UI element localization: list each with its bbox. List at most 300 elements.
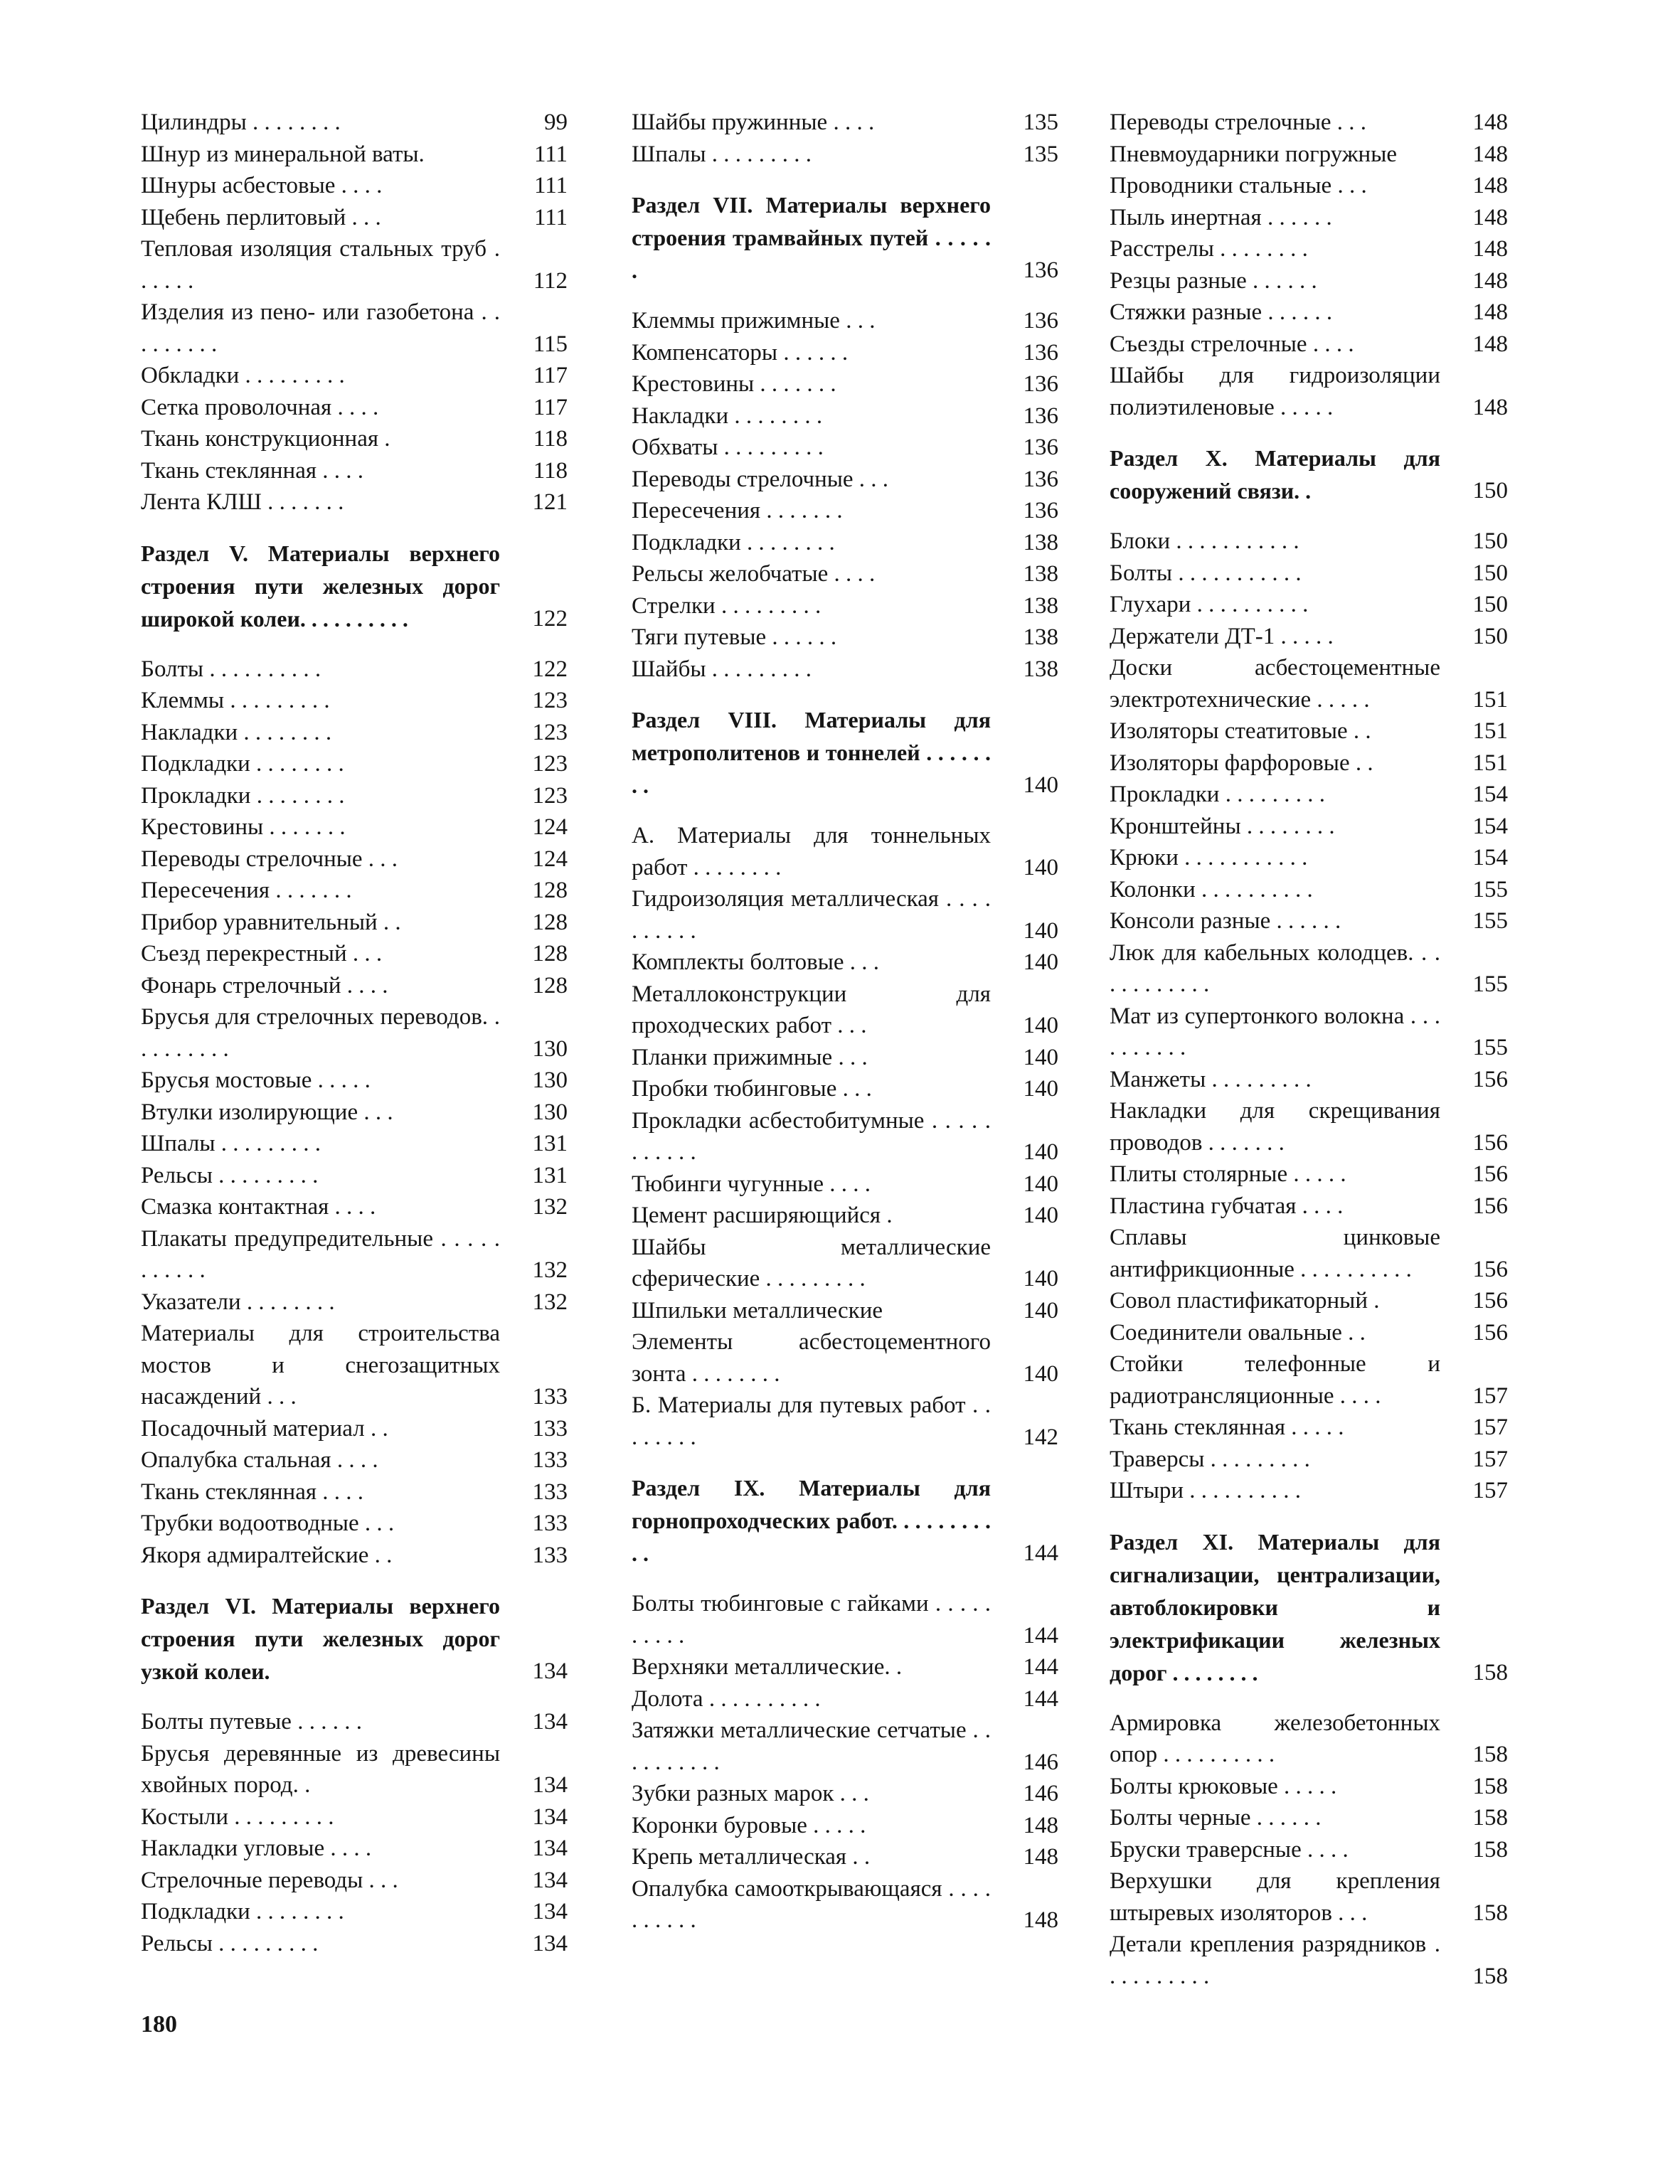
entry-title: Совол пластификаторный . bbox=[1110, 1288, 1380, 1314]
entry-title: Планки прижимные . . . bbox=[632, 1044, 868, 1070]
entry-title: Обкладки . . . . . . . . . bbox=[141, 363, 345, 388]
entry-title: Костыли . . . . . . . . . bbox=[141, 1804, 334, 1830]
entry-title: Клеммы прижимные . . . bbox=[632, 308, 876, 334]
index-entry bbox=[1110, 747, 1508, 779]
entry-page-number: 138 bbox=[1023, 592, 1058, 619]
entry-page-number: 123 bbox=[532, 688, 568, 713]
entry-title: Пыль инертная . . . . . . bbox=[1110, 204, 1332, 230]
entry-title: Колонки . . . . . . . . . . bbox=[1110, 876, 1313, 902]
entry-title: Подкладки . . . . . . . . bbox=[632, 529, 835, 555]
entry-title: Фонарь стрелочный . . . . bbox=[141, 972, 388, 998]
entry-title: Рельсы . . . . . . . . . bbox=[141, 1162, 319, 1188]
entry-title: Крестовины . . . . . . . bbox=[632, 371, 836, 397]
entry-title: Брусья деревянные из древесины хвойных пород. . bbox=[141, 1740, 500, 1798]
entry-page-number: 158 bbox=[1472, 1963, 1508, 1989]
entry-page-number: 158 bbox=[1472, 1900, 1508, 1926]
entry-title: Втулки изолирующие . . . bbox=[141, 1099, 393, 1125]
index-entry bbox=[1110, 621, 1508, 653]
entry-page-number: 151 bbox=[1472, 718, 1508, 744]
entry-page-number: 146 bbox=[1023, 1749, 1058, 1775]
index-entry bbox=[632, 883, 1058, 947]
entry-page-number: 151 bbox=[1472, 750, 1508, 776]
index-entry bbox=[1110, 1001, 1508, 1064]
entry-title: Кронштейны . . . . . . . . bbox=[1110, 813, 1335, 839]
entry-page-number: 156 bbox=[1472, 1288, 1508, 1314]
entry-page-number: 158 bbox=[1472, 1773, 1508, 1799]
index-column-2 bbox=[632, 107, 1058, 1937]
entry-title: Болты тюбинговые с гайками . . . . . . . . . . bbox=[632, 1591, 991, 1648]
entry-page-number: 136 bbox=[1023, 308, 1058, 334]
entry-title: Брусья мостовые . . . . . bbox=[141, 1067, 371, 1093]
index-entry bbox=[141, 780, 568, 812]
entry-title: Комплекты болтовые . . . bbox=[632, 949, 880, 975]
entry-page-number: 118 bbox=[533, 426, 568, 452]
index-entry bbox=[1110, 558, 1508, 590]
entry-title: Прокладки . . . . . . . . bbox=[141, 782, 345, 809]
entry-page-number: 133 bbox=[532, 1479, 568, 1505]
index-entry bbox=[141, 1444, 568, 1476]
entry-page-number: 111 bbox=[533, 173, 568, 198]
entry-page-number: 140 bbox=[1023, 1044, 1058, 1070]
index-entry bbox=[141, 139, 568, 171]
section-title: Раздел IX. Материалы для горнопроходческих работ. . . . . . . . . . . bbox=[632, 1475, 991, 1566]
entry-title: Крепь металлическая . . bbox=[632, 1844, 871, 1870]
entry-page-number: 99 bbox=[544, 110, 568, 135]
index-entry bbox=[141, 1706, 568, 1738]
page-number: 180 bbox=[141, 2011, 177, 2037]
index-entry bbox=[632, 622, 1058, 654]
entry-title: Смазка контактная . . . . bbox=[141, 1194, 376, 1220]
index-entry bbox=[632, 558, 1058, 590]
entry-page-number: 140 bbox=[1023, 854, 1058, 880]
entry-page-number: 148 bbox=[1023, 1844, 1058, 1870]
entry-title: Консоли разные . . . . . . bbox=[1110, 908, 1341, 934]
entry-title: Трубки водоотводные . . . bbox=[141, 1511, 395, 1536]
entry-page-number: 111 bbox=[533, 141, 568, 167]
entry-page-number: 134 bbox=[532, 1709, 568, 1735]
entry-title: Резцы разные . . . . . . bbox=[1110, 267, 1317, 294]
entry-page-number: 128 bbox=[532, 878, 568, 903]
section-title: Раздел X. Материалы для сооружений связи. . bbox=[1110, 445, 1440, 504]
entry-page-number: 156 bbox=[1472, 1066, 1508, 1092]
entry-page-number: 157 bbox=[1472, 1478, 1508, 1503]
entry-title: Ткань стеклянная . . . . . bbox=[1110, 1415, 1344, 1440]
index-entry bbox=[141, 423, 568, 455]
entry-title: Люк для кабельных колодцев. . . . . . . . . . . . bbox=[1110, 939, 1440, 997]
section-title: Раздел XI. Материалы для сигнализации, централизации, автоблокировки и электрификации железных дорог . . . . . . . . bbox=[1110, 1528, 1440, 1685]
entry-page-number: 134 bbox=[532, 1804, 568, 1830]
entry-page-number: 155 bbox=[1472, 876, 1508, 902]
index-entry bbox=[632, 1390, 1058, 1453]
entry-page-number: 140 bbox=[1023, 1360, 1058, 1387]
index-entry bbox=[1110, 1444, 1508, 1476]
entry-page-number: 148 bbox=[1472, 204, 1508, 230]
entry-title: Прокладки асбестобитумные . . . . . . . . . . . bbox=[632, 1107, 991, 1165]
index-entry bbox=[1110, 1158, 1508, 1190]
entry-title: Рельсы . . . . . . . . . bbox=[141, 1930, 319, 1956]
entry-page-number: 144 bbox=[1023, 1654, 1058, 1680]
entry-page-number: 150 bbox=[1472, 478, 1508, 504]
entry-page-number: 148 bbox=[1472, 299, 1508, 325]
index-entry bbox=[141, 875, 568, 907]
entry-page-number: 134 bbox=[532, 1772, 568, 1798]
index-entry bbox=[141, 1540, 568, 1572]
entry-page-number: 130 bbox=[532, 1067, 568, 1093]
index-entry bbox=[632, 1683, 1058, 1715]
entry-title: Тяги путевые . . . . . . bbox=[632, 624, 837, 650]
entry-page-number: 136 bbox=[1023, 371, 1058, 397]
index-entry bbox=[141, 748, 568, 780]
entry-page-number: 117 bbox=[533, 363, 568, 388]
index-entry bbox=[141, 455, 568, 487]
entry-title: Рельсы желобчатые . . . . bbox=[632, 561, 876, 587]
index-entry bbox=[1110, 170, 1508, 202]
entry-page-number: 121 bbox=[532, 489, 568, 515]
section-title: Раздел VII. Материалы верхнего строения трамвайных путей . . . . . . bbox=[632, 192, 991, 283]
index-entry bbox=[632, 654, 1058, 686]
section-title: Раздел VIII. Материалы для метрополитенов и тоннелей . . . . . . . . bbox=[632, 707, 991, 798]
entry-title: Пневмоударники погружные bbox=[1110, 141, 1398, 167]
entry-title: Болты . . . . . . . . . . . bbox=[1110, 560, 1302, 586]
index-entry bbox=[1110, 202, 1508, 234]
index-entry bbox=[1110, 1708, 1508, 1771]
entry-title: А. Материалы для тоннельных работ . . . . . . . . bbox=[632, 823, 991, 880]
index-entry bbox=[141, 685, 568, 717]
index-entry bbox=[1110, 811, 1508, 843]
entry-page-number: 134 bbox=[532, 1836, 568, 1861]
entry-title: Зубки разных марок . . . bbox=[632, 1781, 869, 1806]
index-entry bbox=[632, 1042, 1058, 1074]
entry-page-number: 140 bbox=[1023, 1266, 1058, 1291]
entry-title: Мат из супертонкого волокна . . . . . . . . . . bbox=[1110, 1003, 1440, 1060]
entry-title: Шпалы . . . . . . . . . bbox=[141, 1131, 321, 1156]
index-entry bbox=[141, 1413, 568, 1445]
section-heading bbox=[1110, 1525, 1508, 1689]
section-heading bbox=[632, 1471, 1058, 1570]
entry-title: Гидроизоляция металлическая . . . . . . . . . . bbox=[632, 886, 991, 944]
entry-page-number: 138 bbox=[1023, 656, 1058, 682]
index-entry bbox=[141, 1223, 568, 1287]
entry-page-number: 156 bbox=[1472, 1193, 1508, 1219]
entry-title: Указатели . . . . . . . . bbox=[141, 1289, 335, 1315]
index-entry bbox=[1110, 107, 1508, 139]
entry-title: Прокладки . . . . . . . . . bbox=[1110, 782, 1325, 807]
index-entry bbox=[1110, 874, 1508, 906]
index-entry bbox=[141, 1928, 568, 1960]
entry-title: Тюбинги чугунные . . . . bbox=[632, 1171, 871, 1197]
entry-title: Ткань конструкционная . bbox=[141, 426, 390, 452]
index-entry bbox=[141, 1318, 568, 1413]
index-entry bbox=[141, 1833, 568, 1865]
entry-title: Соединители овальные . . bbox=[1110, 1319, 1366, 1346]
entry-title: Плакаты предупредительные . . . . . . . . . . . bbox=[141, 1225, 500, 1283]
section-title: Раздел V. Материалы верхнего строения пути железных дорог широкой колеи. . . . . . . . . . bbox=[141, 540, 500, 632]
index-entry bbox=[141, 1476, 568, 1508]
entry-page-number: 136 bbox=[1023, 498, 1058, 523]
index-entry bbox=[1110, 1475, 1508, 1507]
entry-page-number: 140 bbox=[1023, 1203, 1058, 1228]
entry-title: Ткань стеклянная . . . . bbox=[141, 1479, 364, 1505]
entry-title: Плиты столярные . . . . . bbox=[1110, 1161, 1346, 1187]
index-entry bbox=[141, 1801, 568, 1833]
entry-page-number: 122 bbox=[532, 605, 568, 632]
entry-title: Щебень перлитовый . . . bbox=[141, 204, 381, 230]
entry-page-number: 148 bbox=[1472, 173, 1508, 198]
entry-title: Посадочный материал . . bbox=[141, 1415, 388, 1442]
index-entry bbox=[141, 843, 568, 875]
entry-title: Верхняки металлические. . bbox=[632, 1654, 903, 1680]
index-entry bbox=[1110, 233, 1508, 265]
entry-title: Прибор уравнительный . . bbox=[141, 909, 401, 935]
index-column-3 bbox=[1110, 107, 1508, 1992]
entry-title: Шайбы металлические сферические . . . . . . . . . bbox=[632, 1234, 991, 1291]
entry-title: Съезд перекрестный . . . bbox=[141, 941, 383, 966]
entry-page-number: 144 bbox=[1023, 1622, 1058, 1648]
entry-title: Штыри . . . . . . . . . . bbox=[1110, 1478, 1302, 1503]
entry-page-number: 140 bbox=[1023, 1297, 1058, 1323]
entry-title: Шайбы пружинные . . . . bbox=[632, 110, 875, 135]
entry-page-number: 115 bbox=[533, 331, 568, 357]
entry-title: Изоляторы стеатитовые . . bbox=[1110, 718, 1371, 744]
entry-page-number: 138 bbox=[1023, 561, 1058, 587]
index-entry bbox=[1110, 652, 1508, 715]
entry-page-number: 140 bbox=[1023, 917, 1058, 944]
entry-title: Якоря адмиралтейские . . bbox=[141, 1542, 393, 1568]
entry-title: Переводы стрелочные . . . bbox=[141, 846, 398, 872]
index-entry bbox=[141, 1097, 568, 1129]
entry-title: Накладки . . . . . . . . bbox=[632, 403, 823, 429]
entry-page-number: 148 bbox=[1023, 1907, 1058, 1933]
entry-page-number: 155 bbox=[1472, 1035, 1508, 1060]
index-entry bbox=[1110, 1285, 1508, 1317]
section-heading bbox=[632, 703, 1058, 801]
index-entry bbox=[1110, 265, 1508, 297]
entry-title: Накладки для скрещивания проводов . . . . . . . bbox=[1110, 1098, 1440, 1156]
index-entry bbox=[632, 305, 1058, 337]
entry-title: Шайбы для гидроизоляции полиэтиленовые . . . . . bbox=[1110, 363, 1440, 420]
index-entry bbox=[1110, 297, 1508, 329]
entry-title: Болты путевые . . . . . . bbox=[141, 1709, 362, 1735]
entry-title: Коронки буровые . . . . . bbox=[632, 1812, 866, 1838]
index-entry bbox=[632, 1651, 1058, 1683]
entry-title: Пробки тюбинговые . . . bbox=[632, 1076, 872, 1102]
entry-page-number: 148 bbox=[1472, 331, 1508, 357]
entry-title: Верхушки для крепления штыревых изоляторов . . . bbox=[1110, 1868, 1440, 1926]
entry-page-number: 124 bbox=[532, 846, 568, 872]
index-entry bbox=[632, 947, 1058, 979]
entry-page-number: 150 bbox=[1472, 592, 1508, 617]
index-entry bbox=[1110, 360, 1508, 423]
entry-page-number: 122 bbox=[532, 656, 568, 682]
entry-page-number: 140 bbox=[1023, 1076, 1058, 1102]
entry-title: Накладки . . . . . . . . bbox=[141, 719, 332, 745]
index-entry bbox=[632, 400, 1058, 432]
entry-title: Брусья для стрелочных переводов. . . . . . . . . . bbox=[141, 1004, 500, 1062]
entry-title: Армировка железобетонных опор . . . . . . . . . . bbox=[1110, 1710, 1440, 1767]
entry-page-number: 140 bbox=[1023, 1171, 1058, 1197]
index-entry bbox=[632, 1073, 1058, 1105]
entry-title: Переводы стрелочные . . . bbox=[1110, 110, 1367, 135]
entry-page-number: 158 bbox=[1472, 1805, 1508, 1831]
entry-title: Элементы асбестоцементного зонта . . . . . . . . bbox=[632, 1329, 991, 1387]
entry-page-number: 136 bbox=[1023, 403, 1058, 429]
entry-title: Материалы для строительства мостов и снегозащитных насаждений . . . bbox=[141, 1321, 500, 1410]
entry-title: Болты . . . . . . . . . . bbox=[141, 656, 321, 682]
index-entry bbox=[1110, 1865, 1508, 1929]
entry-page-number: 148 bbox=[1472, 110, 1508, 135]
index-entry bbox=[632, 979, 1058, 1042]
index-entry bbox=[632, 1200, 1058, 1232]
entry-page-number: 144 bbox=[1023, 1540, 1058, 1566]
index-entry bbox=[632, 1326, 1058, 1390]
index-entry bbox=[632, 1232, 1058, 1295]
index-entry bbox=[1110, 842, 1508, 874]
entry-title: Металлоконструкции для проходческих работ . . . bbox=[632, 981, 991, 1038]
entry-page-number: 112 bbox=[533, 267, 568, 294]
entry-title: Пересечения . . . . . . . bbox=[141, 878, 352, 903]
index-entry bbox=[632, 1715, 1058, 1778]
entry-page-number: 134 bbox=[532, 1899, 568, 1924]
index-entry bbox=[632, 1168, 1058, 1200]
index-entry bbox=[632, 337, 1058, 369]
entry-title: Долота . . . . . . . . . . bbox=[632, 1685, 821, 1712]
index-entry bbox=[632, 1778, 1058, 1810]
index-entry bbox=[1110, 1064, 1508, 1096]
section-title: Раздел VI. Материалы верхнего строения пути железных дорог узкой колеи. bbox=[141, 1593, 500, 1684]
entry-title: Тепловая изоляция стальных труб . . . . . . bbox=[141, 236, 500, 294]
entry-page-number: 155 bbox=[1472, 908, 1508, 934]
entry-page-number: 157 bbox=[1472, 1383, 1508, 1409]
entry-page-number: 140 bbox=[1023, 949, 1058, 975]
index-entry bbox=[1110, 779, 1508, 811]
entry-page-number: 158 bbox=[1472, 1659, 1508, 1685]
entry-title: Опалубка стальная . . . . bbox=[141, 1447, 378, 1473]
index-entry bbox=[141, 107, 568, 139]
index-entry bbox=[632, 107, 1058, 139]
entry-page-number: 148 bbox=[1472, 267, 1508, 294]
entry-title: Сплавы цинковые антифрикционные . . . . . . . . . . bbox=[1110, 1225, 1440, 1282]
section-heading bbox=[141, 1589, 568, 1688]
index-entry bbox=[632, 1105, 1058, 1168]
index-entry bbox=[632, 527, 1058, 559]
entry-title: Стрелки . . . . . . . . . bbox=[632, 592, 822, 619]
entry-page-number: 144 bbox=[1023, 1685, 1058, 1712]
entry-title: Расстрелы . . . . . . . . bbox=[1110, 236, 1308, 262]
entry-title: Переводы стрелочные . . . bbox=[632, 466, 889, 492]
index-entry bbox=[632, 495, 1058, 527]
index-entry bbox=[141, 811, 568, 843]
entry-page-number: 111 bbox=[533, 204, 568, 230]
entry-page-number: 134 bbox=[532, 1930, 568, 1956]
index-entry bbox=[141, 1896, 568, 1928]
entry-title: Затяжки металлические сетчатые . . . . . . . . . . bbox=[632, 1717, 991, 1775]
entry-page-number: 123 bbox=[532, 719, 568, 745]
entry-page-number: 132 bbox=[532, 1194, 568, 1220]
entry-page-number: 155 bbox=[1472, 971, 1508, 997]
index-column-1 bbox=[141, 107, 568, 1959]
index-entry bbox=[141, 233, 568, 297]
entry-title: Крестовины . . . . . . . bbox=[141, 814, 346, 840]
entry-page-number: 135 bbox=[1023, 141, 1058, 167]
index-entry bbox=[141, 938, 568, 970]
entry-title: Детали крепления разрядников . . . . . . . . . . bbox=[1110, 1932, 1440, 1989]
entry-page-number: 132 bbox=[532, 1289, 568, 1315]
entry-title: Пересечения . . . . . . . bbox=[632, 498, 843, 523]
entry-title: Блоки . . . . . . . . . . . bbox=[1110, 528, 1299, 554]
index-entry bbox=[1110, 1095, 1508, 1158]
index-entry bbox=[141, 1065, 568, 1097]
entry-title: Стрелочные переводы . . . bbox=[141, 1867, 398, 1893]
entry-title: Бруски траверсные . . . . bbox=[1110, 1836, 1349, 1863]
entry-page-number: 157 bbox=[1472, 1446, 1508, 1472]
entry-title: Изоляторы фарфоровые . . bbox=[1110, 750, 1373, 776]
index-entry bbox=[1110, 1771, 1508, 1803]
entry-title: Съезды стрелочные . . . . bbox=[1110, 331, 1354, 357]
index-entry bbox=[141, 486, 568, 518]
index-entry bbox=[141, 1287, 568, 1319]
entry-title: Шпильки металлические bbox=[632, 1297, 883, 1323]
entry-page-number: 148 bbox=[1472, 141, 1508, 167]
index-entry bbox=[141, 654, 568, 686]
index-entry bbox=[632, 464, 1058, 496]
index-entry bbox=[141, 717, 568, 749]
entry-page-number: 156 bbox=[1472, 1319, 1508, 1346]
index-entry bbox=[1110, 139, 1508, 171]
entry-page-number: 117 bbox=[533, 394, 568, 420]
entry-page-number: 134 bbox=[532, 1867, 568, 1893]
entry-title: Подкладки . . . . . . . . bbox=[141, 1899, 344, 1924]
entry-page-number: 142 bbox=[1023, 1424, 1058, 1450]
index-entry bbox=[1110, 1190, 1508, 1222]
section-heading bbox=[1110, 442, 1508, 507]
index-entry bbox=[632, 1873, 1058, 1937]
entry-page-number: 138 bbox=[1023, 624, 1058, 650]
entry-page-number: 136 bbox=[1023, 435, 1058, 460]
entry-title: Лента КЛШ . . . . . . . bbox=[141, 489, 344, 515]
index-entry bbox=[141, 202, 568, 234]
entry-title: Подкладки . . . . . . . . bbox=[141, 751, 344, 777]
entry-page-number: 132 bbox=[532, 1257, 568, 1283]
entry-page-number: 123 bbox=[532, 751, 568, 777]
entry-page-number: 133 bbox=[532, 1384, 568, 1410]
entry-page-number: 154 bbox=[1472, 813, 1508, 839]
entry-title: Манжеты . . . . . . . . . bbox=[1110, 1066, 1312, 1092]
entry-title: Накладки угловые . . . . bbox=[141, 1836, 372, 1861]
entry-title: Болты крюковые . . . . . bbox=[1110, 1773, 1337, 1799]
entry-page-number: 140 bbox=[1023, 1013, 1058, 1038]
section-heading bbox=[141, 537, 568, 635]
entry-title: Проводники стальные . . . bbox=[1110, 173, 1367, 198]
index-entry bbox=[141, 1865, 568, 1897]
entry-page-number: 136 bbox=[1023, 257, 1058, 283]
entry-page-number: 158 bbox=[1472, 1742, 1508, 1767]
index-entry bbox=[141, 170, 568, 202]
entry-page-number: 150 bbox=[1472, 623, 1508, 649]
entry-page-number: 150 bbox=[1472, 560, 1508, 586]
index-entry bbox=[632, 1841, 1058, 1873]
index-entry bbox=[141, 360, 568, 392]
entry-title: Шайбы . . . . . . . . . bbox=[632, 656, 812, 682]
index-entry bbox=[1110, 1412, 1508, 1444]
entry-page-number: 123 bbox=[532, 782, 568, 809]
entry-page-number: 134 bbox=[532, 1658, 568, 1684]
index-entry bbox=[1110, 329, 1508, 361]
entry-page-number: 140 bbox=[1023, 772, 1058, 798]
entry-page-number: 156 bbox=[1472, 1256, 1508, 1282]
entry-page-number: 130 bbox=[532, 1099, 568, 1125]
entry-title: Б. Материалы для путевых работ . . . . . . . . bbox=[632, 1392, 991, 1450]
entry-title: Шнур из минеральной ваты. bbox=[141, 141, 425, 167]
